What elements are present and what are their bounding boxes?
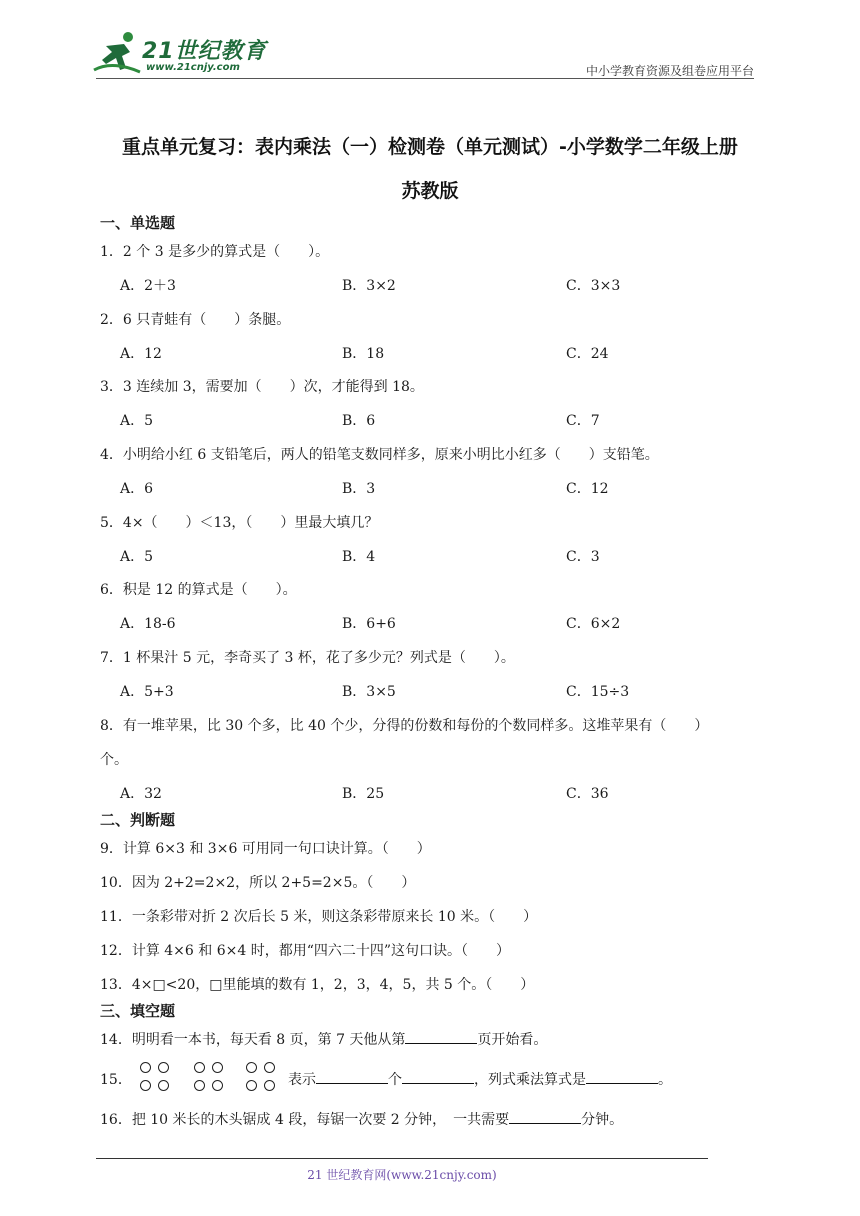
q4-option-c: C．12 xyxy=(566,481,609,497)
q8-option-b: B．25 xyxy=(342,786,385,802)
q8-option-a: A．32 xyxy=(120,786,162,802)
question-10: 10．因为 2+2=2×2，所以 2+5=2×5。（ ） xyxy=(100,875,416,891)
question-15-number: 15． xyxy=(100,1072,132,1088)
question-15 xyxy=(288,1069,672,1089)
q15-text-3: ，列式乘法算式是 xyxy=(474,1072,586,1088)
q14-text: 14．明明看一本书，每天看 8 页，第 7 天他从第 xyxy=(100,1032,406,1048)
q14-text-end: 页开始看。 xyxy=(477,1032,548,1048)
runner-logo-icon xyxy=(92,30,144,76)
question-3: 3．3 连续加 3，需要加（ ）次，才能得到 18。 xyxy=(100,379,424,395)
q15-blank-3[interactable] xyxy=(586,1069,658,1084)
q16-blank[interactable] xyxy=(509,1109,581,1124)
circle-icon xyxy=(264,1062,275,1073)
q6-option-b: B．6+6 xyxy=(342,616,396,632)
footer-divider xyxy=(96,1158,708,1159)
q4-option-a: A．6 xyxy=(120,481,154,497)
section-fill-in: 三、填空题 xyxy=(100,1002,176,1020)
q15-blank-2[interactable] xyxy=(402,1069,474,1084)
q7-option-a: A．5+3 xyxy=(120,684,174,700)
q4-option-b: B．3 xyxy=(342,481,376,497)
circle-icon xyxy=(246,1062,257,1073)
logo-url: www.21cnjy.com xyxy=(146,62,240,73)
footer-link[interactable]: 21 世纪教育网(www.21cnjy.com) xyxy=(307,1168,497,1182)
q16-text-end: 分钟。 xyxy=(581,1112,624,1128)
q3-option-c: C．7 xyxy=(566,413,600,429)
circle-icon xyxy=(212,1080,223,1091)
circle-icon xyxy=(212,1062,223,1073)
document-title-line2: 苏教版 xyxy=(401,180,459,202)
question-4: 4．小明给小红 6 支铅笔后，两人的铅笔支数同样多，原来小明比小红多（ ）支铅笔。 xyxy=(100,447,659,463)
q1-option-b: B．3×2 xyxy=(342,278,396,294)
logo xyxy=(92,30,272,80)
question-8-continued: 个。 xyxy=(100,752,128,768)
q7-option-b: B．3×5 xyxy=(342,684,396,700)
q15-text-end: 。 xyxy=(658,1072,672,1088)
logo-text: 21世纪教育 xyxy=(142,39,267,64)
question-9: 9．计算 6×3 和 3×6 可用同一句口诀计算。（ ） xyxy=(100,841,431,857)
question-11: 11．一条彩带对折 2 次后长 5 米，则这条彩带原来长 10 米。（ ） xyxy=(100,909,538,925)
q1-option-c: C．3×3 xyxy=(566,278,621,294)
q2-option-b: B．18 xyxy=(342,346,385,362)
q6-option-c: C．6×2 xyxy=(566,616,621,632)
q5-option-a: A．5 xyxy=(120,549,154,565)
header-divider xyxy=(96,78,754,79)
question-13: 13．4×□<20，□里能填的数有 1，2，3，4，5，共 5 个。（ ） xyxy=(100,977,535,993)
platform-label: 中小学教育资源及组卷应用平台 xyxy=(585,64,754,78)
question-12: 12．计算 4×6 和 6×4 时，都用“四六二十四”这句口诀。（ ） xyxy=(100,943,511,959)
circle-icon xyxy=(194,1080,205,1091)
question-7: 7．1 杯果汁 5 元，李奇买了 3 杯，花了多少元？列式是（ ）。 xyxy=(100,650,515,666)
q8-option-c: C．36 xyxy=(566,786,609,802)
circle-icon xyxy=(264,1080,275,1091)
circle-group xyxy=(192,1060,230,1094)
circle-icon xyxy=(246,1080,257,1091)
q7-option-c: C．15÷3 xyxy=(566,684,630,700)
circle-icon xyxy=(158,1062,169,1073)
q3-option-b: B．6 xyxy=(342,413,376,429)
q3-option-a: A．5 xyxy=(120,413,154,429)
question-14 xyxy=(100,1029,547,1049)
question-2: 2．6 只青蛙有（ ）条腿。 xyxy=(100,312,291,328)
q6-option-a: A．18-6 xyxy=(120,616,176,632)
question-8: 8．有一堆苹果，比 30 个多，比 40 个少，分得的份数和每份的个数同样多。这堆苹果有（ ） xyxy=(100,718,709,734)
question-16 xyxy=(100,1109,623,1129)
q5-option-c: C．3 xyxy=(566,549,600,565)
q2-option-c: C．24 xyxy=(566,346,609,362)
q5-option-b: B．4 xyxy=(342,549,376,565)
q16-text: 16．把 10 米长的木头锯成 4 段，每锯一次要 2 分钟， 一共需要 xyxy=(100,1112,510,1128)
q15-text-2: 个 xyxy=(388,1072,402,1088)
q15-blank-1[interactable] xyxy=(316,1069,388,1084)
question-1: 1．2 个 3 是多少的算式是（ ）。 xyxy=(100,244,330,260)
circle-group xyxy=(244,1060,282,1094)
document-title: 重点单元复习：表内乘法（一）检测卷（单元测试）-小学数学二年级上册 xyxy=(122,136,738,158)
q1-option-a: A．2＋3 xyxy=(120,278,176,294)
question-5: 5．4×（ ）＜13，（ ）里最大填几？ xyxy=(100,515,379,531)
question-6: 6．积是 12 的算式是（ ）。 xyxy=(100,582,297,598)
circle-icon xyxy=(140,1080,151,1091)
circle-icon xyxy=(158,1080,169,1091)
q2-option-a: A．12 xyxy=(120,346,162,362)
section-true-false: 二、判断题 xyxy=(100,811,176,829)
circle-icon xyxy=(194,1062,205,1073)
q14-blank[interactable] xyxy=(405,1029,477,1044)
q15-text: 表示 xyxy=(288,1072,316,1088)
circle-group xyxy=(138,1060,176,1094)
circle-icon xyxy=(140,1062,151,1073)
section-single-choice: 一、单选题 xyxy=(100,214,176,232)
